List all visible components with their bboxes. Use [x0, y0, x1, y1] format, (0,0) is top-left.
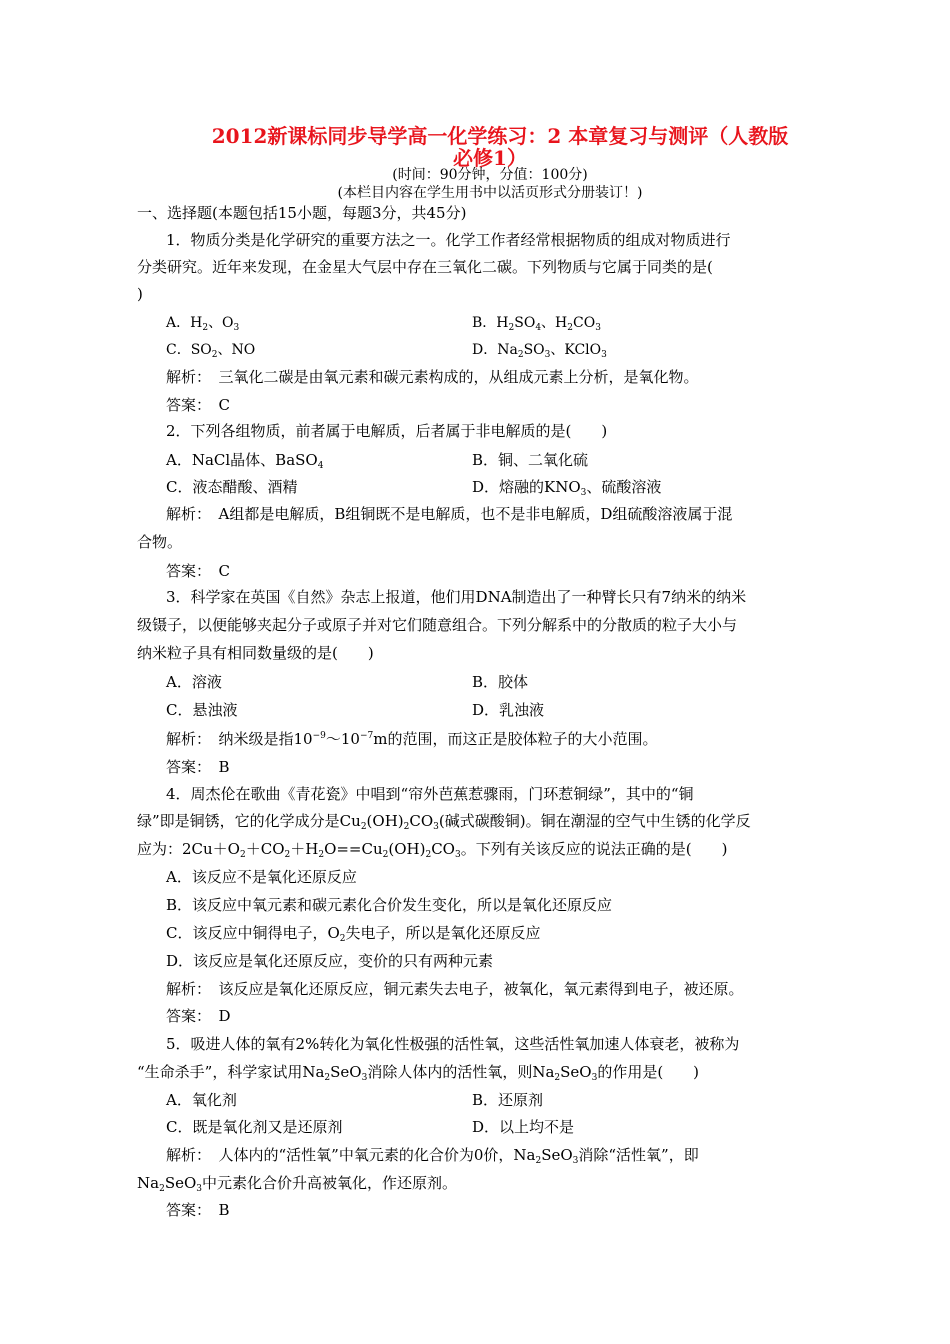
q5-option-c: C．既是氧化剂又是还原剂: [166, 1118, 343, 1136]
q2-analysis-line1: 解析： A组都是电解质，B组铜既不是电解质，也不是非电解质，D组硫酸溶液属于混: [166, 505, 733, 523]
q2-option-b: B．铜、二氧化硫: [472, 451, 589, 469]
q5-analysis-line2: $Na_2SeO_3$中元素化合价升高被氧化，作还原剂。: [137, 1174, 458, 1194]
q3-analysis: 解析： 纳米级是指$10^{-9}\sim 10^{-7}m$的范围，而这正是胶体粒子的大小范围。: [166, 730, 658, 748]
q3-answer: 答案： B: [166, 758, 230, 776]
q5-answer: 答案： B: [166, 1201, 230, 1219]
q2-option-a: A．NaCl晶体、BaSO$_4$: [166, 451, 324, 471]
section-heading: 一、选择题(本题包括15小题，每题3分，共45分): [137, 204, 467, 222]
document-title-line2: 必修1）: [453, 146, 527, 170]
q3-option-a: A．溶液: [166, 673, 222, 691]
q1-option-c: C．$SO_2$、NO: [166, 342, 256, 360]
q1-stem-line1: 1．物质分类是化学研究的重要方法之一。化学工作者经常根据物质的组成对物质进行: [166, 231, 731, 249]
q2-option-d: D．熔融的$KNO_3$、硫酸溶液: [472, 478, 662, 498]
q1-analysis: 解析： 三氧化二碳是由氧元素和碳元素构成的，从组成元素上分析，是氧化物。: [166, 368, 699, 386]
q1-option-d: D．$Na_2SO_3$、KClO$_3$: [472, 342, 607, 360]
q2-stem: 2．下列各组物质，前者属于电解质，后者属于非电解质的是( ): [166, 422, 608, 440]
q4-analysis: 解析： 该反应是氧化还原反应，铜元素失去电子，被氧化，氧元素得到电子，被还原。: [166, 980, 744, 998]
q4-option-c: C．该反应中铜得电子，$O_2$失电子，所以是氧化还原反应: [166, 924, 541, 944]
q1-option-a: A．$H_2$、$O_3$: [166, 315, 240, 333]
q5-option-b: B．还原剂: [472, 1091, 544, 1109]
q4-option-d: D．该反应是氧化还原反应，变价的只有两种元素: [166, 952, 494, 970]
q5-stem-line1: 5．吸进人体的氧有2%转化为氧化性极强的活性氧，这些活性氧加速人体衰老，被称为: [166, 1035, 740, 1053]
q3-stem-line1: 3．科学家在英国《自然》杂志上报道，他们用DNA制造出了一种臂长只有7纳米的纳米: [166, 588, 747, 606]
binding-note: (本栏目内容在学生用书中以活页形式分册装订！): [337, 185, 643, 201]
q3-option-b: B．胶体: [472, 673, 529, 691]
q3-stem-line2: 级镊子，以便能够夹起分子或原子并对它们随意组合。下列分解系中的分散质的粒子大小与: [137, 616, 738, 634]
q4-option-a: A．该反应不是氧化还原反应: [166, 868, 357, 886]
q1-option-b: B．$H_2SO_4$、$H_2CO_3$: [472, 315, 601, 333]
q5-stem-line2: “生命杀手”，科学家试用$Na_2SeO_3$消除人体内的活性氧，则$Na_2SeO_3$的作用是( ): [137, 1063, 700, 1083]
q2-option-c: C．液态醋酸、酒精: [166, 478, 298, 496]
q4-option-b: B．该反应中氧元素和碳元素化合价发生变化，所以是氧化还原反应: [166, 896, 613, 914]
q2-answer: 答案： C: [166, 562, 230, 580]
time-info: (时间：90分钟，分值：100分): [392, 167, 588, 183]
q5-analysis-line1: 解析： 人体内的“活性氧”中氧元素的化合价为0价，$Na_2SeO_3$消除“活性氧”，即: [166, 1146, 699, 1166]
q3-option-c: C．悬浊液: [166, 701, 238, 719]
document-title-line1: 2012新课标同步导学高一化学练习：2 本章复习与测评（人教版: [211, 124, 789, 148]
q3-option-d: D．乳浊液: [472, 701, 545, 719]
q4-stem-line3: 应为：$2Cu+O_2+CO_2+H_2O==Cu_2(OH)_2CO_3$。下列有关该反应的说法正确的是( ): [137, 840, 728, 860]
q4-answer: 答案： D: [166, 1007, 231, 1025]
q4-stem-line2: 绿”即是铜锈，它的化学成分是$Cu_2(OH)_2CO_3$(碱式碳酸铜)。铜在潮湿的空气中生锈的化学反: [137, 812, 751, 832]
q1-answer: 答案： C: [166, 396, 230, 414]
q4-stem-line1: 4．周杰伦在歌曲《青花瓷》中唱到“帘外芭蕉惹骤雨，门环惹铜绿”，其中的“铜: [166, 785, 694, 803]
q5-option-a: A．氧化剂: [166, 1091, 237, 1109]
q5-option-d: D．以上均不是: [472, 1118, 575, 1136]
q1-stem-line2: 分类研究。近年来发现，在金星大气层中存在三氧化二碳。下列物质与它属于同类的是(: [137, 258, 713, 276]
q2-analysis-line2: 合物。: [137, 533, 183, 551]
q1-stem-line3: ): [137, 285, 143, 303]
q3-stem-line3: 纳米粒子具有相同数量级的是( ): [137, 644, 374, 662]
